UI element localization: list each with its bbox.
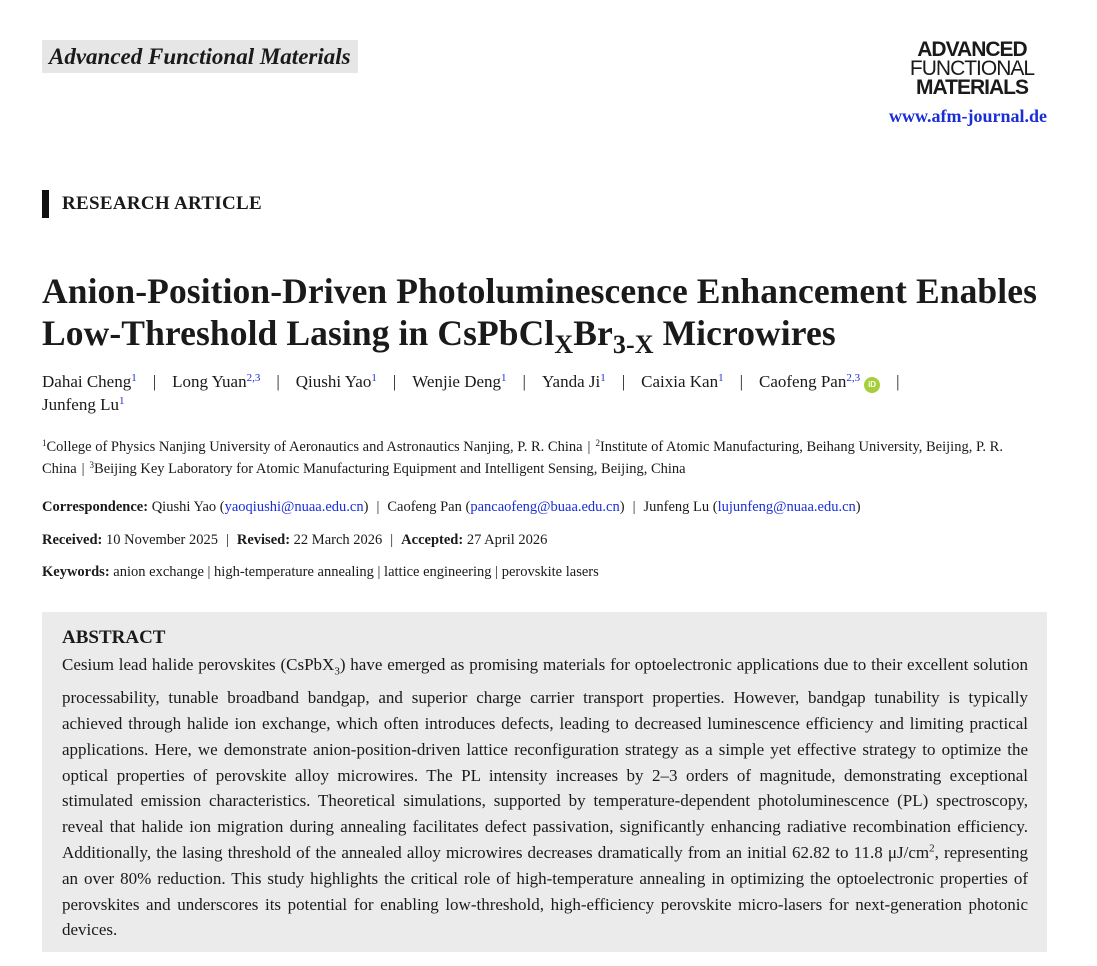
author-separator: |: [522, 372, 526, 391]
affiliation-separator: |: [81, 461, 85, 477]
received-date: 10 November 2025: [106, 532, 218, 548]
correspondent-email-link[interactable]: yaoqiushi@nuaa.edu.cn: [224, 499, 364, 515]
affiliation-text: Institute of Atomic Manufacturing, Beihang University, Beijing, P. R. China: [42, 439, 1003, 477]
author[interactable]: [412, 372, 506, 391]
article-type-label: RESEARCH ARTICLE: [42, 190, 262, 218]
affiliation-text: Beijing Key Laboratory for Atomic Manufacturing Equipment and Intelligent Sensing, Beijing, China: [94, 461, 686, 477]
author[interactable]: [641, 372, 723, 391]
author[interactable]: [42, 372, 137, 391]
author-affiliation-ref: 1: [371, 372, 377, 384]
author-affiliation-ref: 1: [600, 372, 606, 384]
author-name: Dahai Cheng: [42, 372, 132, 391]
author-affiliation-ref: 1: [118, 395, 125, 407]
correspondent-email-link[interactable]: pancaofeng@buaa.edu.cn: [470, 499, 620, 515]
journal-name-tag: Advanced Functional Materials: [42, 40, 358, 73]
author[interactable]: [759, 372, 880, 391]
affiliations: [42, 436, 1052, 480]
correspondence-separator: |: [376, 499, 380, 515]
author-name: Caofeng Pan: [758, 372, 847, 391]
affiliation-separator: |: [587, 439, 591, 455]
correspondence-label: Correspondence:: [42, 499, 149, 515]
affiliation-number: 1: [42, 438, 47, 448]
revised-date: 22 March 2026: [293, 532, 383, 548]
logo-line-functional: FUNCTIONAL: [909, 57, 1035, 80]
author-separator: |: [276, 372, 280, 391]
author-separator: |: [896, 372, 900, 391]
author[interactable]: [296, 372, 377, 391]
dates-separator: |: [390, 532, 394, 548]
correspondent-name: Junfeng Lu: [643, 499, 710, 515]
affiliation-text: College of Physics Nanjing University of Aeronautics and Astronautics Nanjing, P. R. China: [46, 439, 583, 455]
author-list: [42, 370, 1052, 416]
keyword: perovskite lasers: [501, 564, 599, 580]
keyword: high-temperature annealing: [214, 564, 374, 580]
abstract-subscript: 3: [334, 665, 340, 678]
article-title: [42, 270, 1052, 359]
title-text: Anion-Position-Driven Photoluminescence Enhancement Enables Low-Threshold Lasing in CsPbCl: [42, 271, 1037, 353]
keyword: lattice engineering: [384, 564, 492, 580]
keyword: anion exchange: [113, 564, 204, 580]
author[interactable]: [542, 372, 606, 391]
correspondent-name: Caofeng Pan: [387, 499, 462, 515]
logo-line-materials: MATERIALS: [916, 76, 1028, 99]
author-affiliation-ref: 1: [131, 372, 137, 384]
keywords-row: Keywords: anion exchange | high-temperature annealing | lattice engineering | perovskite lasers: [42, 564, 599, 580]
keywords-label: Keywords:: [42, 564, 110, 580]
dates-separator: |: [225, 532, 229, 548]
orcid-icon[interactable]: iD: [864, 377, 880, 393]
correspondence-row: Correspondence: Qiushi Yao (yaoqiushi@nuaa.edu.cn) | Caofeng Pan (pancaofeng@buaa.edu.cn) | Junfeng Lu (lujunfeng@nuaa.edu.cn): [42, 499, 861, 515]
title-text-end: Microwires: [653, 313, 836, 353]
dates-row: [42, 530, 1052, 550]
abstract-superscript: 2: [929, 842, 935, 855]
correspondence-separator: |: [632, 499, 636, 515]
author-name: Yanda Ji: [541, 372, 601, 391]
revised-label: Revised:: [236, 532, 291, 548]
author-affiliation-ref: 1: [501, 372, 507, 384]
author[interactable]: [172, 372, 260, 391]
author[interactable]: [42, 395, 124, 414]
abstract-text-part: , representing an over 80% reduction. This study highlights the critical role of high-temperature annealing in optimizing the optoelectronic properties of perovskites and underscores its potential for enabling low-threshold, high-efficiency perovskite micro-lasers for next-generation photonic devices.: [62, 842, 1028, 940]
affiliation-number: 2: [595, 438, 600, 448]
correspondent-name: Qiushi Yao: [151, 499, 217, 515]
title-subscript-x: X: [554, 330, 574, 359]
author-affiliation-ref: 2,3: [846, 372, 861, 384]
abstract-text: [62, 652, 1028, 943]
author-name: Qiushi Yao: [295, 372, 372, 391]
abstract-text-part: ) have emerged as promising materials for optoelectronic applications due to their excellent solution processability, tunable broadband bandgap, and superior charge carrier transport properties. However, bandgap tunability is typically achieved through halide ion exchange, which often introduces defects, leading to decreased luminescence efficiency and limiting practical applications. Here, we demonstrate anion-position-driven lattice reconfiguration strategy as a simple yet effective strategy to optimize the optical properties of perovskite alloy microwires. The PL intensity increases by 2–3 orders of magnitude, demonstrating exceptional stimulated emission characteristics. Theoretical simulations, supported by temperature-dependent photoluminescence (PL) spectroscopy, reveal that halide ion migration during annealing facilitates defect passivation, significantly enhancing radiative recombination efficiency. Additionally, the lasing threshold of the annealed alloy microwires decreases dramatically from an initial 62.82 to 11.8 μJ/cm: [62, 655, 1029, 862]
author-separator: |: [392, 372, 397, 391]
received-label: Received:: [42, 532, 103, 548]
logo-line-advanced: ADVANCED: [917, 38, 1027, 61]
author-affiliation-ref: 1: [718, 372, 724, 384]
affiliation-number: 3: [89, 460, 95, 470]
author-separator: |: [152, 372, 157, 391]
accepted-date: 27 April 2026: [466, 532, 548, 548]
author-name: Wenjie Deng: [412, 372, 502, 391]
author-name: Caixia Kan: [641, 372, 719, 391]
abstract-heading: ABSTRACT: [62, 627, 166, 648]
title-text-br: Br: [573, 313, 613, 353]
author-separator: |: [739, 372, 743, 391]
correspondent-email-link[interactable]: lujunfeng@nuaa.edu.cn: [717, 499, 856, 515]
journal-logo: [897, 40, 1047, 97]
title-subscript-3x: 3-X: [612, 330, 654, 359]
author-separator: |: [621, 372, 626, 391]
author-affiliation-ref: 2,3: [246, 372, 261, 384]
author-name: Long Yuan: [172, 372, 247, 391]
author-name: Junfeng Lu: [42, 395, 119, 414]
journal-url-link[interactable]: www.afm-journal.de: [889, 106, 1047, 126]
abstract-text-part: Cesium lead halide perovskites (CsPbX: [62, 655, 335, 674]
accepted-label: Accepted:: [401, 532, 464, 548]
abstract-section: [42, 612, 1047, 952]
